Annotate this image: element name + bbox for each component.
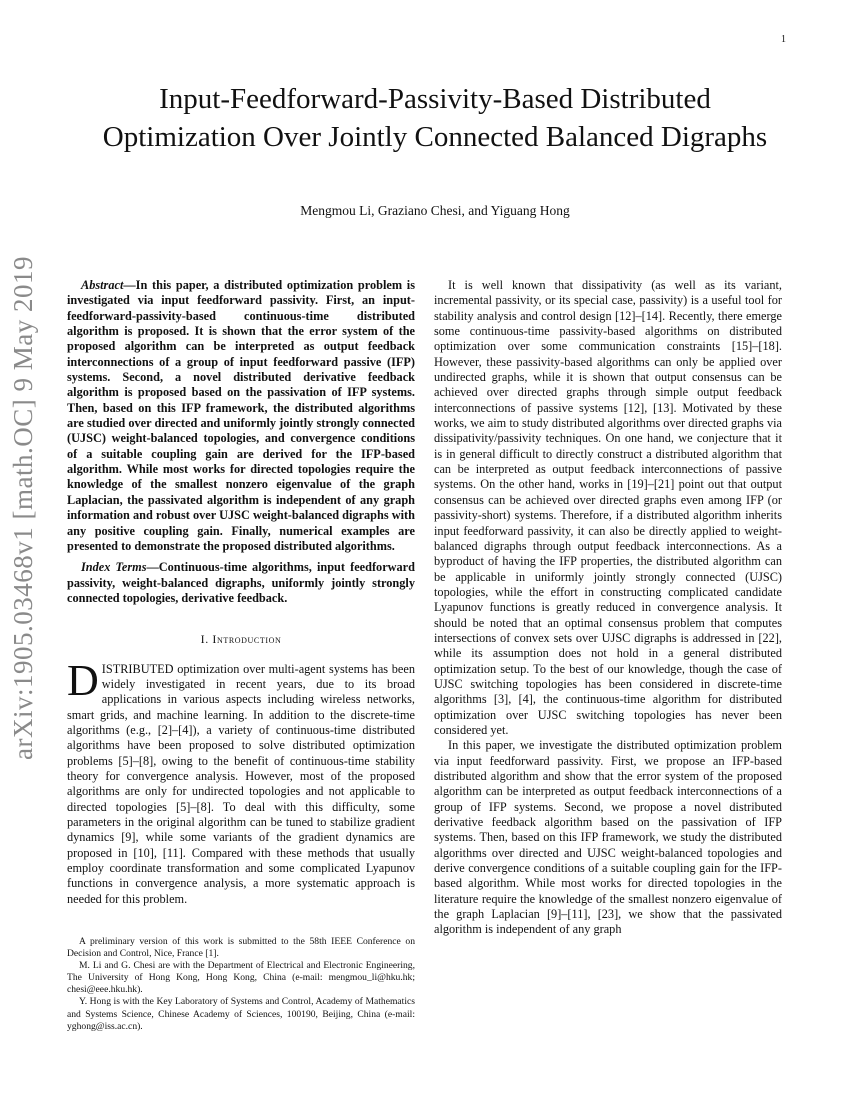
abstract — [67, 278, 415, 554]
footnote-affiliation-hong: Y. Hong is with the Key Laboratory of Systems and Control, Academy of Mathematics and Systems Science, Chinese Academy of Sciences, 100190, Beijing, China (e-mail: yghong@iss.ac.cn). — [67, 996, 415, 1032]
introduction-paragraph — [67, 655, 415, 908]
drop-cap: D — [67, 655, 99, 705]
body-paragraph: It is well known that dissipativity (as well as its variant, incremental passivity, or its special case, passivity) is a useful tool for stability analysis and control design [12]–[14]. Recently, there emerge some continuous-time passivity-based algorithms on distributed optimization over some communication constraints [15]–[18]. However, these passivity-based algorithms can only be applied over undirected graphs, while it is shown that output consensus can be achieved over directed graphs through simple output feedback interconnections of passive systems [12], [13]. Motivated by these works, we aim to study distributed algorithms over directed graphs via dissipativity/passivity techniques. On one hand, we conjecture that it is in general difficult to directly construct a distributed algorithm that can be interpreted as output feedback interconnections of passive systems. On the other hand, works in [19]–[21] point out that output consensus can be achieved over directed graphs even among IFP (or passivity-short) systems. Therefore, if a distributed algorithm inherits input feedforward passivity, it can also be directly applied to weight-balanced digraphs through output feedback interconnections. As a byproduct of having the IFP properties, the distributed algorithm can be applicable in uniformly jointly strongly connected (UJSC) topologies, while the effort in constructing complicated candidate Lyapunov functions is greatly reduced in convergence analysis. It should be noted that an optimal consensus problem that computes intersections of convex sets over UJSC digraphs is addressed in [22], while its assumption does not hold in a general distributed optimization setup. To the best of our knowledge, though the case of UJSC switching topologies has been considered in discrete-time algorithms [3], [4], the continuous-time algorithm for distributed optimization over UJSC switching topologies has never been considered yet. — [434, 278, 782, 737]
introduction-text: ISTRIBUTED optimization over multi-agent systems has been widely investigated in recent years, due to its broad applications in various aspects including wireless networks, smart grids, and machine learning. In addition to the discrete-time algorithms (e.g., [2]–[4]), a variety of continuous-time distributed algorithms have been proposed to solve distributed optimization problems [5]–[8], owing to the benefit of continuous-time stability theory for convergence analysis. However, most of the proposed algorithms are only for undirected topologies and not applicable to directed topologies [5]–[8]. To deal with this difficulty, some parameters in the original algorithm can be tuned to stabilize gradient dynamics [9], while some variants of the gradient dynamics are proposed in [10], [11]. Compared with these methods that usually employ coordinate transformation and some complicated Lyapunov functions in convergence analysis, a more systematic approach is needed for this problem. — [67, 661, 415, 906]
index-terms — [67, 560, 415, 606]
arxiv-identifier-stamp: arXiv:1905.03468v1 [math.OC] 9 May 2019 — [8, 256, 38, 760]
footnote-preliminary-version: A preliminary version of this work is submitted to the 58th IEEE Conference on Decision and Control, Nice, France [1]. — [67, 936, 415, 960]
body-paragraph: In this paper, we investigate the distributed optimization problem via input feedforward passivity. First, we propose an IFP-based distributed algorithm and show that the error system of the proposed algorithm can be interpreted as output feedback interconnections of a group of IFP systems. Second, we propose a novel distributed derivative feedback algorithm based on the passivation of IFP systems. Then, based on this IFP framework, we study the distributed algorithms over directed and UJSC weight-balanced topologies and derive convergence conditions of a suitable coupling gain for the IFP-based algorithm. While most works for directed topologies in the literature require the knowledge of the smallest nonzero eigenvalue of the graph Laplacian [9]–[11], [23], we show that the passivated algorithm is independent of any graph — [434, 738, 782, 937]
page-number: 1 — [781, 34, 786, 45]
abstract-text: —In this paper, a distributed optimization problem is investigated via input feedforward passivity. First, an input-feedforward-passivity-based continuous-time distributed algorithm is proposed. It is shown that the error system of the proposed algorithm can be interpreted as output feedback interconnections of a group of input feedforward passive (IFP) systems. Second, a novel distributed derivative feedback algorithm is proposed based on the passivation of IFP systems. Then, based on this IFP framework, the distributed algorithms are studied over directed and uniformly jointly strongly connected (UJSC) weight-balanced topologies, and convergence conditions of a suitable coupling gain are derived for the IFP-based algorithm. While most works for directed topologies require the knowledge of the smallest nonzero eigenvalue of the graph Laplacian, the passivated algorithm is independent of any graph information and robust over UJSC weight-balanced digraphs with any positive coupling gain. Finally, numerical examples are presented to demonstrate the proposed distributed algorithms. — [67, 278, 415, 553]
abstract-label: Abstract — [81, 278, 124, 292]
footnotes — [67, 936, 415, 1033]
paper-title: Input-Feedforward-Passivity-Based Distributed Optimization Over Jointly Connected Balanced Digraphs — [102, 83, 768, 153]
author-list: Mengmou Li, Graziano Chesi, and Yiguang Hong — [300, 203, 570, 218]
index-terms-label: Index Terms — [81, 560, 147, 575]
section-heading-introduction: I. Introduction — [200, 632, 282, 647]
left-column — [67, 278, 415, 907]
footnote-affiliation-li-chesi: M. Li and G. Chesi are with the Department of Electrical and Electronic Engineering, The University of Hong Kong, Hong Kong, China (e-mail: mengmou_li@hku.hk; chesi@eee.hku.hk). — [67, 960, 415, 996]
right-column — [434, 278, 782, 938]
index-terms-text: —Continuous-time algorithms, input feedforward passivity, weight-balanced digraphs, uniformly jointly strongly connected topologies, derivative feedback. — [67, 560, 415, 605]
